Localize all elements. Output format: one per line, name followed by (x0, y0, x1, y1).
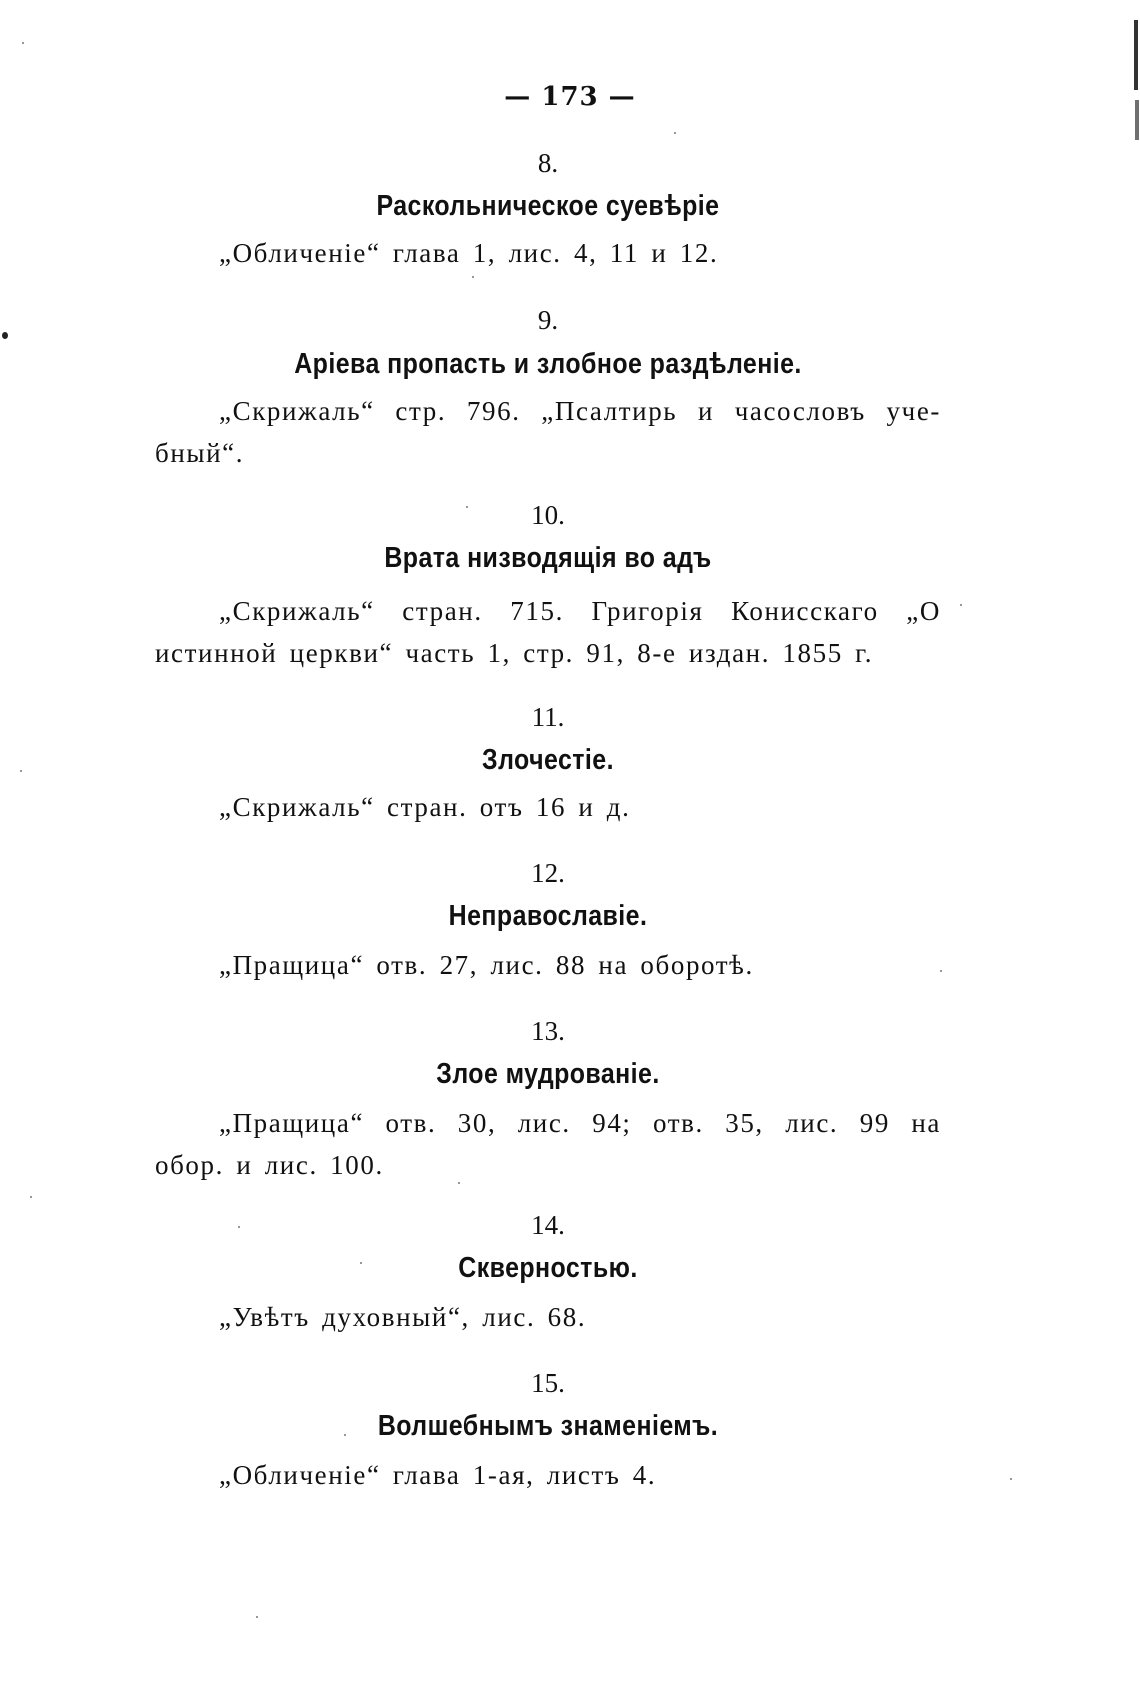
entry-reference (155, 786, 941, 828)
scan-speck (238, 1226, 240, 1228)
entry-heading: Врата низводящія во адъ (384, 542, 712, 574)
entry-heading: Злочестіе. (482, 744, 614, 776)
entry-reference (155, 1102, 941, 1186)
entry-number: 9. (537, 305, 559, 335)
entry-reference (155, 390, 941, 474)
reference-line: „Скрижаль“ стран. отъ 16 и д. (219, 792, 631, 822)
reference-line: „Увѣтъ духовный“, лис. 68. (219, 1302, 587, 1332)
scan-speck (22, 42, 24, 44)
entry-number: 10. (531, 500, 565, 530)
entry-heading: Аріева пропасть и злобное раздѣленіе. (294, 348, 802, 380)
entry-reference (155, 590, 941, 674)
entry-reference (155, 1296, 941, 1338)
entry-number: 12. (531, 858, 565, 888)
scan-speck (1010, 1478, 1012, 1480)
entry-heading: Волшебнымъ знаменіемъ. (377, 1410, 719, 1442)
scan-speck (466, 506, 468, 508)
entry-number: 11. (531, 702, 565, 732)
scan-speck (940, 970, 942, 972)
reference-line: „Обличеніе“ глава 1-ая, листъ 4. (219, 1460, 657, 1490)
entry-number: 15. (531, 1368, 565, 1398)
scan-speck (472, 276, 474, 278)
scan-speck (20, 770, 22, 772)
reference-line: „Скрижаль“ стран. 715. Григорія Конисскаго „О (219, 596, 941, 626)
reference-line: истинной церкви“ часть 1, стр. 91, 8-е издан. 1855 г. (155, 638, 874, 668)
entry-number: 14. (531, 1210, 565, 1240)
reference-line: „Скрижаль“ стр. 796. „Псалтирь и часословъ уче- (219, 396, 941, 426)
reference-line: „Обличеніе“ глава 1, лис. 4, 11 и 12. (219, 238, 719, 268)
entry-reference (155, 1454, 941, 1496)
entry-heading: Раскольническое суевѣріе (376, 190, 720, 222)
scan-speck (30, 1196, 32, 1198)
scan-speck (2, 332, 8, 339)
reference-line: „Пращица“ отв. 30, лис. 94; отв. 35, лис. 99 на (219, 1108, 941, 1138)
entry-heading: Злое мудрованіе. (436, 1058, 660, 1090)
scan-edge-mark (1135, 100, 1139, 140)
entry-number: 8. (537, 148, 559, 178)
entry-heading: Скверностью. (458, 1252, 638, 1284)
reference-line: обор. и лис. 100. (155, 1150, 384, 1180)
entry-reference (155, 232, 941, 274)
scan-speck (960, 604, 962, 606)
entry-heading: Неправославіе. (448, 900, 648, 932)
reference-line: „Пращица“ отв. 27, лис. 88 на оборотѣ. (219, 950, 754, 980)
scan-speck (256, 1616, 258, 1618)
scan-speck (458, 1182, 460, 1184)
scan-speck (674, 132, 676, 134)
reference-line: бный“. (155, 438, 245, 468)
page-number: — 173 — (504, 82, 636, 112)
entry-number: 13. (531, 1016, 565, 1046)
scan-edge-mark (1134, 20, 1138, 90)
entry-reference (155, 944, 941, 986)
scan-speck (360, 1262, 362, 1264)
scan-speck (344, 1434, 346, 1436)
